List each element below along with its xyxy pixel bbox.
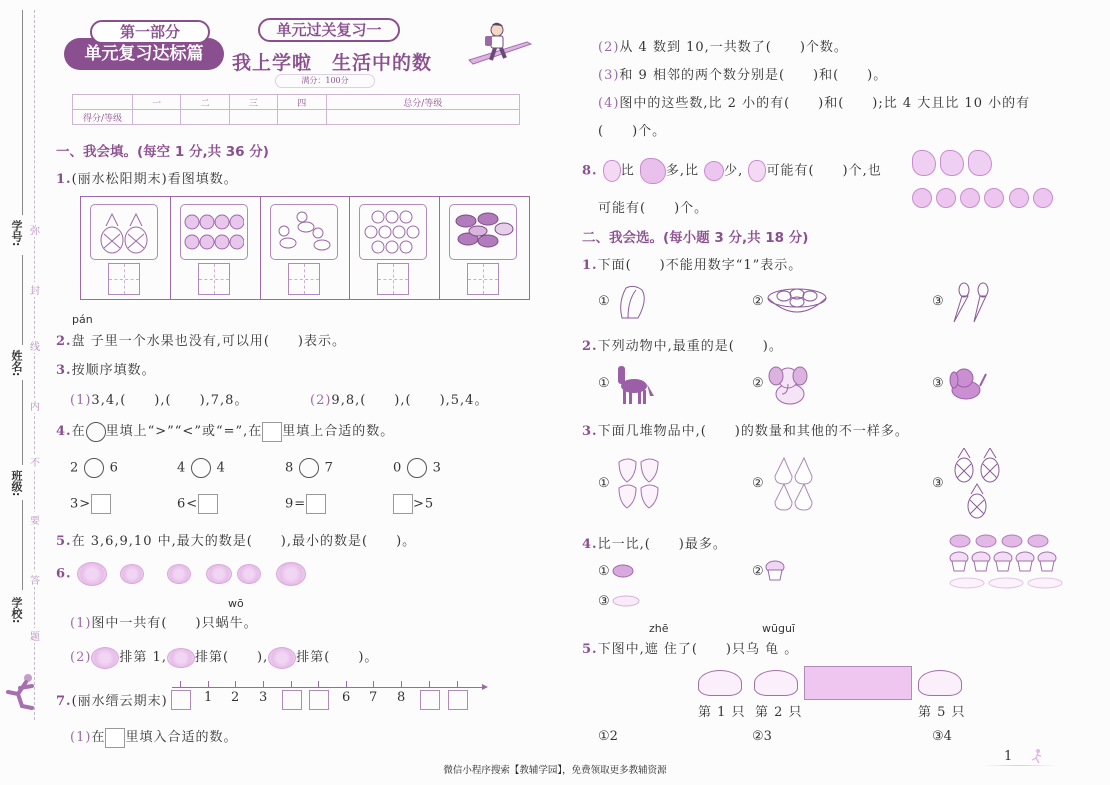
peach-icon	[936, 188, 956, 208]
question-text: (丽水松阳期末)看图填数。	[71, 172, 238, 187]
turtle-label: 第 2 只	[755, 705, 803, 720]
boy-on-pencil-icon	[465, 20, 535, 70]
dragon-fruit-icon	[968, 150, 992, 176]
picture-count-grid	[80, 196, 530, 300]
question-text: 少,	[724, 163, 744, 179]
snail-icon	[167, 564, 191, 584]
question-7-part-1	[70, 726, 237, 748]
dragon-fruit-icon	[912, 150, 936, 176]
tomatoes-image	[359, 204, 427, 260]
snail-icon	[237, 564, 261, 584]
horse-icon	[614, 362, 656, 406]
part-label: (2)	[310, 393, 332, 408]
dragon-fruit-icon	[640, 158, 666, 184]
left-number: 2	[70, 460, 80, 476]
section-2-heading: 二、我会选。(每小题 3 分,共 18 分)	[582, 230, 809, 246]
pinyin-annotation: zhē	[649, 622, 669, 635]
fill-prefix: 3>	[70, 496, 92, 512]
score-input-cell[interactable]	[229, 110, 277, 125]
question-text: 在 3,6,9,10 中,最大的数是( ),最小的数是( )。	[71, 534, 417, 549]
answer-box[interactable]	[108, 263, 140, 295]
choice-question-5	[582, 638, 798, 657]
peach-icon	[960, 188, 980, 208]
number-line-tick	[346, 681, 347, 687]
seal-word: 内	[30, 398, 40, 413]
pinyin-annotation: wō	[228, 597, 244, 610]
question-7-part-3	[598, 64, 887, 83]
left-number: 8	[285, 460, 295, 476]
margin-rule	[22, 10, 23, 215]
part-text: 和 9 相邻的两个数分别是( )和( )。	[619, 68, 888, 83]
answer-box[interactable]	[467, 263, 499, 295]
fill-box[interactable]	[306, 494, 326, 514]
peach-icon	[912, 188, 932, 208]
number-line-value: 8	[397, 690, 406, 705]
pineapples-icon	[952, 448, 1004, 522]
snail-icon	[120, 564, 144, 584]
turtle-icon	[698, 670, 742, 696]
part-text: 里填入合适的数。	[125, 730, 238, 745]
number-line-tick	[180, 681, 181, 687]
score-table-row	[73, 110, 520, 125]
flowers-image	[180, 204, 248, 260]
question-2	[56, 330, 346, 349]
baguette-icon	[612, 594, 640, 608]
option-label[interactable]: ①	[598, 476, 610, 491]
number-line-tick	[429, 681, 430, 687]
snail-icon	[77, 562, 107, 586]
option-label[interactable]: ③	[598, 594, 610, 609]
croissant-icon	[612, 564, 634, 578]
part-label: (1)	[70, 393, 92, 408]
score-header-cell: 三	[229, 95, 277, 110]
fill-item	[285, 494, 326, 514]
number-line-value: 7	[369, 690, 378, 705]
question-8	[582, 158, 882, 184]
question-text: 里填上“>”“<”或“=”,在	[105, 424, 263, 439]
margin-rule	[22, 255, 23, 345]
fill-item	[177, 494, 218, 514]
peach-icon	[704, 161, 724, 181]
seal-dashed-line	[34, 10, 35, 720]
strawberry-icon	[748, 160, 766, 182]
number-line-blank[interactable]	[448, 690, 468, 710]
cabbage-icon	[614, 282, 648, 320]
school-label: 学校:	[10, 597, 23, 624]
left-number: 0	[393, 460, 403, 476]
question-text: 比	[620, 163, 635, 179]
score-header-cell	[73, 95, 133, 110]
number-line-value: 6	[342, 690, 351, 705]
turtle-icon	[918, 670, 962, 696]
question-7-part-4-cont: ( )个。	[598, 124, 667, 139]
part-text: 排第 1,	[119, 650, 167, 665]
peach-icon	[1009, 188, 1029, 208]
option-label[interactable]: ②	[752, 564, 764, 579]
right-number: 3	[432, 460, 442, 476]
duck-icon	[274, 209, 334, 255]
question-text: 在	[71, 424, 86, 439]
tomato-icon	[362, 209, 424, 255]
fill-prefix: 9=	[285, 496, 307, 512]
left-number: 4	[177, 460, 187, 476]
question-5	[56, 530, 416, 549]
score-input-cell[interactable]	[133, 110, 181, 125]
fill-box[interactable]	[393, 494, 413, 514]
option-label[interactable]: ①	[598, 564, 610, 579]
part-title: 单元复习达标篇	[64, 38, 224, 70]
question-number: 1.	[582, 258, 598, 273]
compare-item	[177, 458, 226, 478]
number-line-blank[interactable]	[420, 690, 440, 710]
question-number: 4.	[582, 537, 598, 552]
number-line-tick	[263, 681, 264, 687]
question-1	[56, 168, 238, 187]
picture-cell	[171, 197, 261, 299]
option-label[interactable]: ①	[598, 294, 610, 309]
option-label[interactable]: ②	[752, 294, 764, 309]
pineapples-image	[90, 204, 158, 260]
question-3-part-2	[310, 389, 488, 408]
question-text: 可能有( )个,也	[766, 163, 882, 179]
choice-question-2	[582, 335, 783, 354]
seal-word: 封	[30, 282, 40, 297]
croissant-icon	[949, 534, 1059, 548]
right-number: 6	[109, 460, 119, 476]
question-number: 3.	[582, 424, 598, 439]
number-line-tick	[457, 681, 458, 687]
turtle-label: 第 1 只	[698, 705, 746, 720]
question-source: (丽水缙云期末)	[71, 694, 168, 709]
question-6-part-1	[70, 612, 258, 631]
question-text: 盘 子里一个水果也没有,可以用( )表示。	[71, 334, 346, 349]
class-label: 班级:	[10, 470, 23, 497]
number-line-value: 2	[231, 690, 240, 705]
fill-prefix: 6<	[177, 496, 199, 512]
fill-box[interactable]	[198, 494, 218, 514]
compare-circle[interactable]	[191, 458, 211, 478]
picture-cell	[350, 197, 440, 299]
option-label[interactable]: ②	[752, 376, 764, 391]
option-label[interactable]: ①2	[598, 729, 618, 744]
number-line-tick	[208, 681, 209, 687]
peach-icon	[1033, 188, 1053, 208]
part-label: (1)	[70, 730, 92, 745]
question-number: 4.	[56, 424, 72, 439]
full-score: 满分：100分	[275, 74, 375, 88]
question-text: 下面( )不能用数字“1”表示。	[597, 258, 803, 273]
section-1-heading: 一、我会填。(每空 1 分,共 36 分)	[56, 144, 269, 160]
question-7-part-2	[598, 36, 848, 55]
unit-label: 单元过关复习一	[258, 18, 400, 42]
pinyin-annotation: wūguī	[762, 622, 795, 635]
baguette-row	[949, 577, 1065, 593]
number-line-blank[interactable]	[309, 690, 329, 710]
turtle-label: 第 5 只	[918, 705, 966, 720]
choice-question-1	[582, 254, 802, 273]
question-number: 7.	[56, 694, 72, 709]
question-number: 3.	[56, 363, 72, 378]
baguette-icon	[949, 577, 1065, 589]
cows-image	[449, 204, 517, 260]
number-line-value: 1	[204, 690, 213, 705]
dog-icon	[946, 364, 988, 404]
number-line-value: 3	[259, 690, 268, 705]
answer-box[interactable]	[198, 263, 230, 295]
question-text: 里填上合适的数。	[282, 424, 395, 439]
picture-cell	[261, 197, 351, 299]
pinyin-annotation: pán	[72, 313, 93, 326]
seal-word: 线	[30, 338, 40, 353]
margin-rule	[22, 500, 23, 590]
option-label[interactable]: ③	[932, 476, 944, 491]
question-text: 按顺序填数。	[71, 363, 156, 378]
page-number: 1	[1004, 749, 1013, 764]
score-header-cell: 总分/等级	[326, 95, 520, 110]
question-number: 2.	[582, 339, 598, 354]
number-line-tick	[318, 681, 319, 687]
question-text: 下图中,遮 住了( )只乌 龟 。	[597, 642, 799, 657]
score-table	[72, 94, 520, 125]
score-row-label: 得分/等级	[73, 110, 133, 125]
answer-square-icon	[105, 728, 125, 748]
compare-circle[interactable]	[407, 458, 427, 478]
snail-icon	[91, 647, 119, 669]
question-number: 8.	[582, 163, 598, 179]
seal-word: 答	[30, 572, 40, 587]
fill-box[interactable]	[91, 494, 111, 514]
student-id-label: 学号:	[10, 220, 23, 247]
peach-group	[912, 188, 1053, 208]
fill-suffix: >5	[413, 496, 435, 512]
page-title: 我上学啦 生活中的数	[232, 52, 433, 74]
question-text: 多,比	[665, 163, 700, 179]
compare-item	[70, 458, 119, 478]
runner-mascot-icon	[2, 672, 38, 712]
question-6-part-2	[70, 646, 378, 669]
snail-icon	[167, 648, 195, 668]
question-number: 2.	[56, 334, 72, 349]
dragon-fruit-group	[912, 150, 992, 176]
option-label[interactable]: ③4	[932, 729, 952, 744]
score-table-header-row	[73, 95, 520, 110]
seal-word: 题	[30, 628, 40, 643]
muffin-icon	[765, 560, 785, 582]
part-label: (2)	[598, 40, 620, 55]
turtle-icon	[754, 670, 798, 696]
number-line-tick	[235, 681, 236, 687]
option-label[interactable]: ②3	[752, 729, 772, 744]
choice-question-4	[582, 533, 727, 552]
picture-cell	[81, 197, 171, 299]
score-header-cell: 四	[278, 95, 326, 110]
snail-icon	[276, 562, 306, 586]
cow-icon	[452, 209, 514, 255]
part-text: 排第( )。	[296, 650, 379, 665]
part-text: 排第( ),	[194, 650, 269, 665]
picture-cell	[440, 197, 529, 299]
seal-word: 不	[30, 454, 40, 469]
choice-question-3	[582, 420, 909, 439]
muffin-icon	[949, 551, 1061, 573]
peach-icon	[984, 188, 1004, 208]
pineapple-icon	[96, 210, 152, 254]
number-line-tick	[373, 681, 374, 687]
question-3	[56, 359, 156, 378]
fill-item	[393, 494, 434, 514]
compare-circle-icon	[86, 422, 106, 442]
compare-item	[393, 458, 442, 478]
number-line	[172, 687, 484, 688]
number-line-blank[interactable]	[282, 690, 302, 710]
strawberry-icon	[603, 160, 621, 182]
answer-square-icon	[262, 422, 282, 442]
question-text: 下列动物中,最重的是( )。	[597, 339, 783, 354]
right-number: 4	[216, 460, 226, 476]
margin-rule	[22, 380, 23, 465]
snail-icon	[268, 647, 296, 669]
score-header-cell: 二	[181, 95, 229, 110]
question-number: 6.	[56, 566, 72, 582]
question-7	[56, 690, 168, 709]
student-name-label: 姓名:	[10, 350, 23, 377]
egg-basket-icon	[766, 284, 828, 318]
option-label[interactable]: ③	[932, 294, 944, 309]
question-7-part-4	[598, 92, 1030, 111]
part-label: (2)	[70, 650, 92, 665]
part-text: 图中一共有( )只蜗牛。	[91, 616, 258, 631]
promo-footer: 微信小程序搜索【教辅学园】，免费领取更多教辅资源	[443, 765, 667, 776]
answer-box[interactable]	[377, 263, 409, 295]
flower-icon	[184, 212, 244, 252]
number-line-blank[interactable]	[171, 690, 191, 710]
question-number: 5.	[56, 534, 72, 549]
right-number: 7	[324, 460, 334, 476]
part-text: 图中的这些数,比 2 小的有( )和( );比 4 大且比 10 小的有	[619, 96, 1031, 111]
part-text: 3,4,( ),( ),7,8。	[91, 393, 249, 408]
question-6	[56, 562, 306, 586]
option-label[interactable]: ①	[598, 376, 610, 391]
compare-circle[interactable]	[84, 458, 104, 478]
elephant-icon	[766, 362, 812, 408]
dragon-fruit-icon	[940, 150, 964, 176]
compare-item	[285, 458, 334, 478]
compare-circle[interactable]	[299, 458, 319, 478]
strawberries-icon	[616, 454, 662, 514]
score-header-cell: 一	[133, 95, 181, 110]
number-line-tick	[401, 681, 402, 687]
part-label: (1)	[70, 616, 92, 631]
question-number: 5.	[582, 642, 598, 657]
question-8-cont: 可能有( )个。	[598, 201, 709, 216]
score-input-cell[interactable]	[278, 110, 326, 125]
answer-box[interactable]	[288, 263, 320, 295]
croissant-row	[949, 534, 1059, 552]
part-text: 在	[91, 730, 106, 745]
part-text: 从 4 数到 10,一共数了( )个数。	[619, 40, 848, 55]
option-label[interactable]: ③	[932, 376, 944, 391]
carrots-icon	[946, 282, 990, 324]
question-4	[56, 420, 394, 442]
muffin-row	[949, 551, 1061, 577]
part-label: (4)	[598, 96, 620, 111]
ducks-image	[270, 204, 338, 260]
pears-icon	[772, 456, 818, 512]
question-text: 比一比,( )最多。	[597, 537, 727, 552]
option-label[interactable]: ②	[752, 476, 764, 491]
number-line-tick	[291, 681, 292, 687]
score-input-cell[interactable]	[181, 110, 229, 125]
question-text: 下面几堆物品中,( )的数量和其他的不一样多。	[597, 424, 909, 439]
seal-word: 要	[30, 512, 40, 527]
score-input-cell[interactable]	[326, 110, 520, 125]
fill-item	[70, 494, 111, 514]
snail-icon	[206, 564, 232, 584]
hidden-turtles-cover	[804, 666, 912, 700]
question-number: 1.	[56, 172, 72, 187]
part-label: (3)	[598, 68, 620, 83]
question-3-part-1	[70, 389, 248, 408]
seal-word: 弥	[30, 222, 40, 237]
part-text: 9,8,( ),( ),5,4。	[331, 393, 489, 408]
part-label: 第一部分	[90, 20, 210, 44]
